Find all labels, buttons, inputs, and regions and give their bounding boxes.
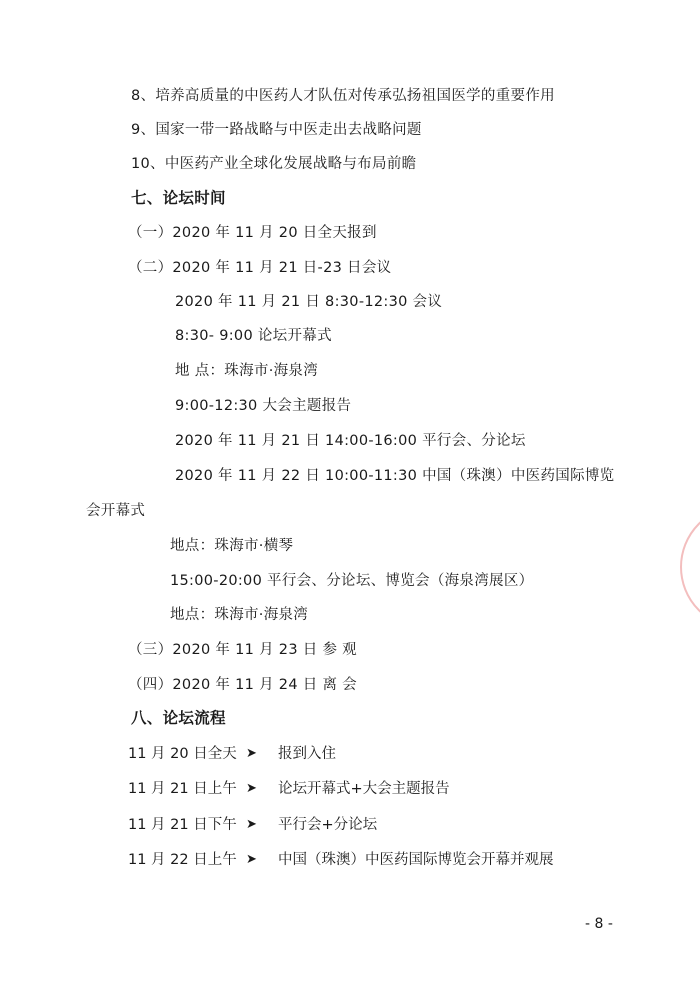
flow-desc: 平行会+分论坛 <box>278 817 378 833</box>
flow-desc: 中国（珠澳）中医药国际博览会开幕并观展 <box>278 852 554 868</box>
flow-desc: 论坛开幕式+大会主题报告 <box>278 781 450 797</box>
flow-time: 11 月 21 日上午 <box>128 781 237 797</box>
schedule-detail: 8:30- 9:00 论坛开幕式 <box>175 328 332 344</box>
arrow-right-icon: ➤ <box>246 817 257 832</box>
flow-time: 11 月 20 日全天 <box>128 746 237 762</box>
list-item: 10、中医药产业全球化发展战略与布局前瞻 <box>131 156 417 172</box>
schedule-detail: 15:00-20:00 平行会、分论坛、博览会（海泉湾展区） <box>170 573 534 589</box>
schedule-detail: 地点：珠海市·海泉湾 <box>170 607 309 623</box>
section-heading-forum-time: 七、论坛时间 <box>131 189 226 207</box>
arrow-right-icon: ➤ <box>246 852 257 867</box>
schedule-detail: 地点：珠海市·横琴 <box>170 538 294 554</box>
schedule-detail: 2020 年 11 月 21 日 8:30-12:30 会议 <box>175 294 443 310</box>
list-item: 8、培养高质量的中医药人才队伍对传承弘扬祖国医学的重要作用 <box>131 88 555 104</box>
schedule-item: （四）2020 年 11 月 24 日 离 会 <box>128 677 357 693</box>
flow-row <box>128 779 450 799</box>
seal-stamp-edge <box>676 505 700 625</box>
schedule-detail: 会开幕式 <box>86 503 146 519</box>
schedule-item: （一）2020 年 11 月 20 日全天报到 <box>128 225 377 241</box>
schedule-detail: 9:00-12:30 大会主题报告 <box>175 398 352 414</box>
flow-time: 11 月 22 日上午 <box>128 852 237 868</box>
flow-time: 11 月 21 日下午 <box>128 817 237 833</box>
schedule-item: （二）2020 年 11 月 21 日-23 日会议 <box>128 260 392 276</box>
schedule-detail: 2020 年 11 月 22 日 10:00-11:30 中国（珠澳）中医药国际博览 <box>175 468 615 484</box>
page-number: - 8 - <box>585 916 613 932</box>
section-heading-forum-process: 八、论坛流程 <box>131 709 226 727</box>
flow-desc: 报到入住 <box>278 746 336 762</box>
list-item: 9、国家一带一路战略与中医走出去战略问题 <box>131 122 422 138</box>
flow-row <box>128 744 336 764</box>
schedule-detail: 地 点：珠海市·海泉湾 <box>175 363 319 379</box>
arrow-right-icon: ➤ <box>246 781 257 796</box>
schedule-item: （三）2020 年 11 月 23 日 参 观 <box>128 642 357 658</box>
arrow-right-icon: ➤ <box>246 746 257 761</box>
flow-row <box>128 850 554 870</box>
flow-row <box>128 815 378 835</box>
schedule-detail: 2020 年 11 月 21 日 14:00-16:00 平行会、分论坛 <box>175 433 526 449</box>
